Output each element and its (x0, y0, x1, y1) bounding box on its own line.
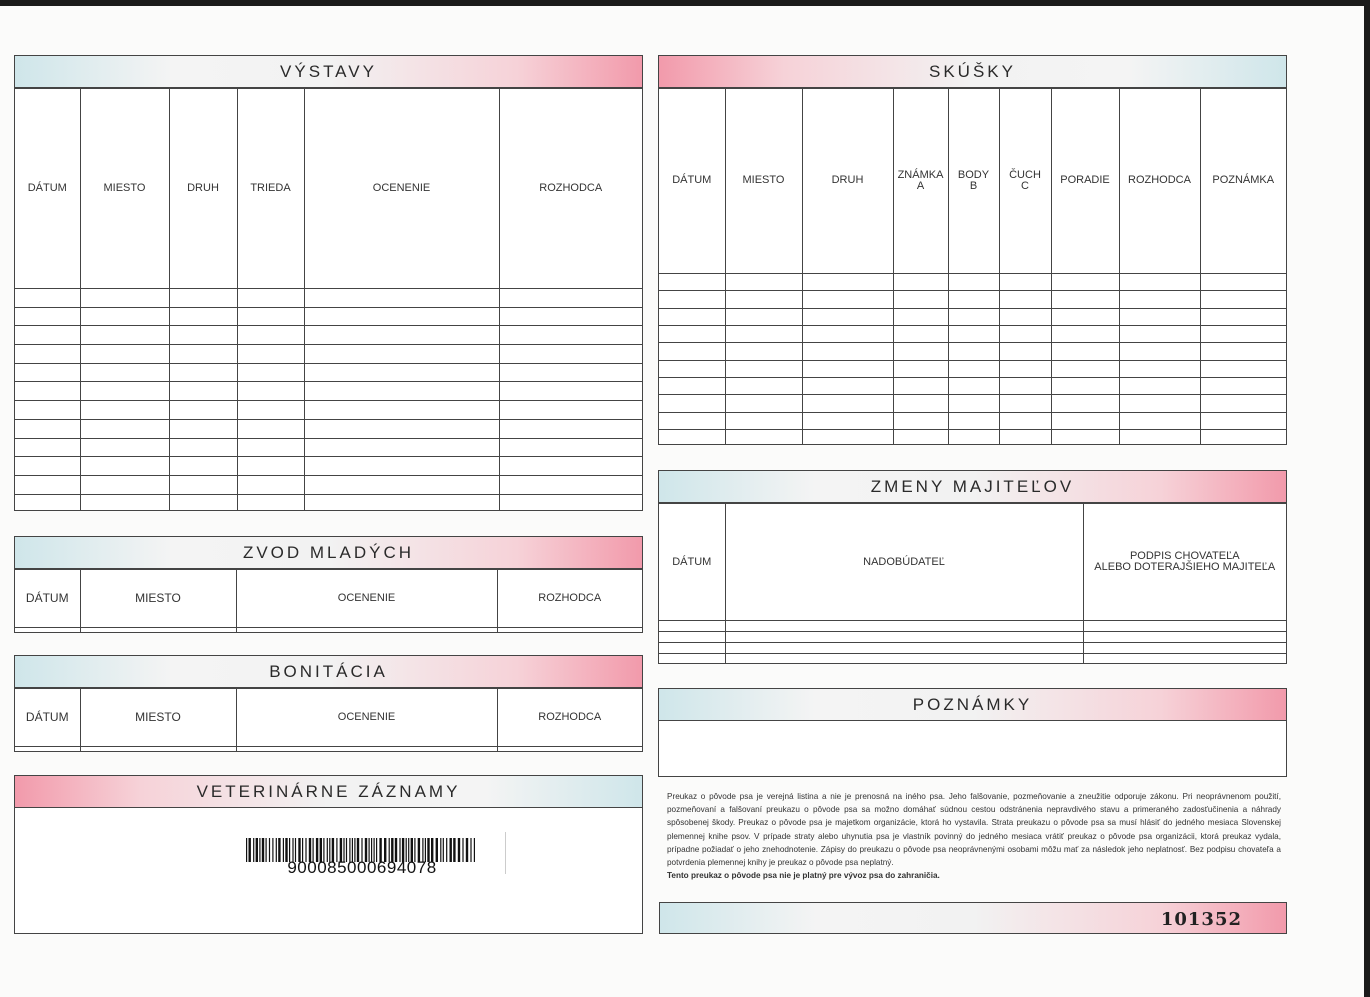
table-row (15, 457, 642, 476)
table-cell[interactable] (1051, 429, 1119, 444)
table-cell[interactable] (304, 401, 499, 420)
col-header: DÁTUM (659, 504, 725, 621)
section-vystavy (14, 55, 643, 511)
table-cell[interactable] (802, 273, 893, 290)
table-cell[interactable] (999, 273, 1051, 290)
table-cell[interactable] (948, 412, 999, 429)
table-cell[interactable] (497, 746, 642, 751)
table-cell[interactable] (236, 746, 497, 751)
table-cell[interactable] (1200, 343, 1286, 360)
table-cell[interactable] (15, 494, 80, 510)
table-cell[interactable] (237, 476, 304, 495)
table-row (15, 746, 642, 751)
table-cell[interactable] (725, 325, 802, 342)
table-row (659, 273, 1286, 290)
table-cell[interactable] (659, 654, 725, 663)
table-row (15, 627, 642, 632)
table-cell[interactable] (725, 273, 802, 290)
table-cell[interactable] (15, 326, 80, 345)
table-cell[interactable] (15, 344, 80, 363)
col-header: DRUH (802, 89, 893, 274)
table-cell[interactable] (659, 377, 725, 394)
col-header: ČUCH C (999, 89, 1051, 274)
col-header: ZNÁMKA A (893, 89, 948, 274)
table-cell[interactable] (1200, 273, 1286, 290)
table-cell[interactable] (237, 344, 304, 363)
serial-number: 101352 (1160, 909, 1242, 930)
section-title-poznamky: POZNÁMKY (659, 689, 1286, 721)
table-cell[interactable] (80, 382, 169, 401)
legal-text: Preukaz o pôvode psa je verejná listina a nie je prenosná na iného psa. Jeho falšovanie, pozmeňovanie a zneužitie odporuje zákonu. Pri neoprávnenom použití, pozmeňovaní a falšovaní preukazu o pôvode psa sa možno domáhať súdnou cestou odstránenia nepravdivého stavu a primeraného zadosťučinenia a náhrady spôsobenej škody. Preukaz o pôvode psa je majetkom organizácie, ktorá ho vystavila. Strata preukazu o pôvode psa sa musí hlásiť do jedného mesiaca Slovenskej plemennej knihe psov. V prípade straty alebo uhynutia psa je vlastník povinný do jedného mesiaca vrátiť preukaz o pôvode psa organizácii, ktorá preukaz vydala, prípadne požiadať o jeho znehodnotenie. Zápisy do preukazu o pôvode psa neoprávnenými osobami môžu mať za následok jeho neplatnosť. Bez podpisu chovateľa a potvrdenia plemennej knihy je preukaz o pôvode psa neplatný. (667, 792, 1281, 868)
table-cell[interactable] (948, 308, 999, 325)
table-cell[interactable] (304, 326, 499, 345)
table-cell[interactable] (948, 325, 999, 342)
table-cell[interactable] (948, 395, 999, 412)
section-bonitacia (14, 655, 643, 752)
table-cell[interactable] (15, 401, 80, 420)
table-cell[interactable] (304, 419, 499, 438)
table-cell[interactable] (1051, 412, 1119, 429)
table-cell[interactable] (15, 457, 80, 476)
table-cell[interactable] (80, 746, 236, 751)
col-header: BODY B (948, 89, 999, 274)
table-cell[interactable] (1119, 308, 1200, 325)
table-cell[interactable] (725, 643, 1083, 654)
table-cell[interactable] (1119, 291, 1200, 308)
table-row (15, 344, 642, 363)
table-cell[interactable] (1119, 325, 1200, 342)
table-cell[interactable] (948, 343, 999, 360)
col-header: TRIEDA (237, 89, 304, 289)
table-row (659, 429, 1286, 444)
table-cell[interactable] (725, 343, 802, 360)
table-cell[interactable] (802, 412, 893, 429)
table-cell[interactable] (1200, 429, 1286, 444)
table-cell[interactable] (999, 429, 1051, 444)
table-cell[interactable] (304, 438, 499, 457)
table-row (15, 326, 642, 345)
table-row (659, 377, 1286, 394)
table-cell[interactable] (659, 343, 725, 360)
table-cell[interactable] (169, 344, 237, 363)
table-row (659, 325, 1286, 342)
table-cell[interactable] (948, 360, 999, 377)
table-cell[interactable] (15, 746, 80, 751)
table-row (15, 438, 642, 457)
table-row (659, 308, 1286, 325)
table-cell[interactable] (659, 643, 725, 654)
table-bonitacia (15, 688, 642, 751)
table-cell[interactable] (15, 363, 80, 382)
table-vystavy (15, 88, 642, 510)
section-zmeny-majitelov (658, 470, 1287, 664)
table-cell[interactable] (948, 377, 999, 394)
table-row (659, 643, 1286, 654)
table-cell[interactable] (893, 343, 948, 360)
table-cell[interactable] (80, 288, 169, 307)
table-cell[interactable] (1200, 291, 1286, 308)
table-cell[interactable] (169, 363, 237, 382)
table-cell[interactable] (999, 360, 1051, 377)
table-cell[interactable] (499, 476, 642, 495)
section-title-veterinarne-zaznamy: VETERINÁRNE ZÁZNAMY (15, 776, 642, 808)
table-cell[interactable] (1083, 621, 1286, 632)
table-cell[interactable] (80, 401, 169, 420)
table-cell[interactable] (802, 343, 893, 360)
table-cell[interactable] (1051, 308, 1119, 325)
legal-bold-text: Tento preukaz o pôvode psa nie je platný pre vývoz psa do zahraničia. (667, 871, 940, 881)
col-header: DÁTUM (659, 89, 725, 274)
table-cell[interactable] (999, 412, 1051, 429)
table-cell[interactable] (893, 395, 948, 412)
section-title-skusky: SKÚŠKY (659, 56, 1286, 88)
section-title-vystavy: VÝSTAVY (15, 56, 642, 88)
table-cell[interactable] (169, 419, 237, 438)
table-cell[interactable] (999, 395, 1051, 412)
table-cell[interactable] (1119, 273, 1200, 290)
table-cell[interactable] (1119, 343, 1200, 360)
table-cell[interactable] (659, 395, 725, 412)
table-cell[interactable] (304, 288, 499, 307)
table-cell[interactable] (1119, 377, 1200, 394)
table-cell[interactable] (659, 308, 725, 325)
table-cell[interactable] (499, 419, 642, 438)
table-cell[interactable] (725, 429, 802, 444)
table-cell[interactable] (1051, 343, 1119, 360)
table-cell[interactable] (80, 419, 169, 438)
table-cell[interactable] (304, 457, 499, 476)
col-header: DÁTUM (15, 89, 80, 289)
table-cell[interactable] (304, 344, 499, 363)
col-header: ROZHODCA (499, 89, 642, 289)
table-cell[interactable] (15, 419, 80, 438)
table-cell[interactable] (237, 401, 304, 420)
section-skusky (658, 55, 1287, 445)
table-cell[interactable] (1083, 643, 1286, 654)
col-header: DÁTUM (15, 570, 80, 628)
table-row (15, 401, 642, 420)
section-zvod-mladych (14, 536, 643, 633)
scan-edge-top (0, 0, 1370, 6)
table-row (15, 307, 642, 326)
table-cell[interactable] (80, 344, 169, 363)
table-cell[interactable] (1051, 291, 1119, 308)
table-cell[interactable] (725, 621, 1083, 632)
table-zmeny-majitelov (659, 503, 1286, 663)
table-cell[interactable] (237, 494, 304, 510)
table-cell[interactable] (1200, 412, 1286, 429)
table-cell[interactable] (169, 457, 237, 476)
table-cell[interactable] (499, 382, 642, 401)
col-header: MIESTO (80, 570, 236, 628)
table-zvod-mladych (15, 569, 642, 632)
table-cell[interactable] (497, 627, 642, 632)
table-cell[interactable] (893, 308, 948, 325)
table-cell[interactable] (80, 363, 169, 382)
table-cell[interactable] (725, 412, 802, 429)
col-header: OCENENIE (236, 689, 497, 747)
table-cell[interactable] (499, 494, 642, 510)
table-cell[interactable] (169, 401, 237, 420)
col-header: MIESTO (80, 689, 236, 747)
table-row (659, 654, 1286, 663)
table-cell[interactable] (725, 377, 802, 394)
table-cell[interactable] (499, 307, 642, 326)
table-cell[interactable] (1051, 377, 1119, 394)
table-cell[interactable] (725, 654, 1083, 663)
col-header: PORADIE (1051, 89, 1119, 274)
table-row (659, 360, 1286, 377)
table-cell[interactable] (237, 382, 304, 401)
table-cell[interactable] (802, 308, 893, 325)
table-cell[interactable] (499, 438, 642, 457)
table-row (659, 621, 1286, 632)
table-cell[interactable] (15, 382, 80, 401)
table-cell[interactable] (304, 363, 499, 382)
table-cell[interactable] (1051, 325, 1119, 342)
table-cell[interactable] (237, 326, 304, 345)
table-cell[interactable] (169, 288, 237, 307)
table-cell[interactable] (1083, 632, 1286, 643)
table-cell[interactable] (1200, 308, 1286, 325)
table-cell[interactable] (499, 344, 642, 363)
table-cell[interactable] (237, 363, 304, 382)
scan-edge-right (1364, 0, 1370, 997)
table-cell[interactable] (80, 438, 169, 457)
table-cell[interactable] (659, 360, 725, 377)
table-cell[interactable] (659, 325, 725, 342)
table-cell[interactable] (1051, 273, 1119, 290)
table-cell[interactable] (659, 273, 725, 290)
table-cell[interactable] (948, 429, 999, 444)
table-cell[interactable] (893, 360, 948, 377)
barcode-number: 900085000694078 (287, 858, 437, 877)
col-header: POZNÁMKA (1200, 89, 1286, 274)
col-header: ROZHODCA (497, 570, 642, 628)
table-cell[interactable] (1200, 360, 1286, 377)
table-cell[interactable] (725, 308, 802, 325)
table-cell[interactable] (1200, 377, 1286, 394)
table-cell[interactable] (80, 627, 236, 632)
table-cell[interactable] (80, 326, 169, 345)
table-row (15, 419, 642, 438)
table-cell[interactable] (802, 395, 893, 412)
table-row (659, 291, 1286, 308)
table-cell[interactable] (169, 326, 237, 345)
table-cell[interactable] (725, 395, 802, 412)
legal-notice (667, 790, 1281, 882)
table-cell[interactable] (725, 632, 1083, 643)
table-cell[interactable] (1051, 395, 1119, 412)
section-title-zmeny-majitelov: ZMENY MAJITEĽOV (659, 471, 1286, 503)
col-header: MIESTO (725, 89, 802, 274)
table-cell[interactable] (999, 308, 1051, 325)
table-cell[interactable] (237, 438, 304, 457)
serial-bar (659, 902, 1287, 934)
table-cell[interactable] (80, 457, 169, 476)
table-cell[interactable] (948, 291, 999, 308)
col-header: MIESTO (80, 89, 169, 289)
table-cell[interactable] (169, 307, 237, 326)
table-cell[interactable] (1083, 654, 1286, 663)
table-cell[interactable] (499, 288, 642, 307)
table-cell[interactable] (237, 419, 304, 438)
table-cell[interactable] (999, 291, 1051, 308)
table-cell[interactable] (304, 307, 499, 326)
table-cell[interactable] (948, 273, 999, 290)
table-row (15, 476, 642, 495)
table-skusky (659, 88, 1286, 444)
col-header: PODPIS CHOVATEĽA ALEBO DOTERAJŠIEHO MAJITEĽA (1083, 504, 1286, 621)
table-cell[interactable] (499, 457, 642, 476)
table-row (659, 632, 1286, 643)
table-cell[interactable] (893, 325, 948, 342)
table-cell[interactable] (1119, 412, 1200, 429)
table-cell[interactable] (1200, 325, 1286, 342)
table-cell[interactable] (237, 288, 304, 307)
table-cell[interactable] (15, 627, 80, 632)
table-cell[interactable] (499, 326, 642, 345)
table-cell[interactable] (15, 476, 80, 495)
table-cell[interactable] (659, 632, 725, 643)
table-cell[interactable] (999, 377, 1051, 394)
table-cell[interactable] (1119, 395, 1200, 412)
table-row (15, 288, 642, 307)
table-cell[interactable] (999, 325, 1051, 342)
table-cell[interactable] (802, 360, 893, 377)
table-cell[interactable] (802, 291, 893, 308)
table-cell[interactable] (80, 476, 169, 495)
table-row (15, 494, 642, 510)
table-cell[interactable] (304, 494, 499, 510)
table-cell[interactable] (304, 476, 499, 495)
section-poznamky (658, 688, 1287, 777)
table-cell[interactable] (169, 476, 237, 495)
table-cell[interactable] (169, 382, 237, 401)
table-cell[interactable] (499, 401, 642, 420)
table-cell[interactable] (237, 307, 304, 326)
table-cell[interactable] (659, 291, 725, 308)
table-cell[interactable] (802, 377, 893, 394)
table-cell[interactable] (725, 291, 802, 308)
table-cell[interactable] (15, 288, 80, 307)
table-cell[interactable] (304, 382, 499, 401)
col-header: ROZHODCA (497, 689, 642, 747)
table-cell[interactable] (1051, 360, 1119, 377)
table-cell[interactable] (80, 307, 169, 326)
table-cell[interactable] (1119, 429, 1200, 444)
table-cell[interactable] (169, 438, 237, 457)
divider-line (505, 832, 506, 874)
table-cell[interactable] (893, 377, 948, 394)
table-cell[interactable] (169, 494, 237, 510)
table-cell[interactable] (236, 627, 497, 632)
table-row (659, 412, 1286, 429)
table-cell[interactable] (15, 307, 80, 326)
table-cell[interactable] (893, 291, 948, 308)
table-cell[interactable] (659, 621, 725, 632)
table-cell[interactable] (893, 412, 948, 429)
table-cell[interactable] (802, 429, 893, 444)
section-title-bonitacia: BONITÁCIA (15, 656, 642, 688)
table-cell[interactable] (1119, 360, 1200, 377)
table-cell[interactable] (80, 494, 169, 510)
col-header: OCENENIE (236, 570, 497, 628)
table-row (15, 363, 642, 382)
table-cell[interactable] (893, 429, 948, 444)
table-cell[interactable] (659, 429, 725, 444)
table-cell[interactable] (659, 412, 725, 429)
col-header: OCENENIE (304, 89, 499, 289)
table-cell[interactable] (802, 325, 893, 342)
table-cell[interactable] (1200, 395, 1286, 412)
table-row (659, 395, 1286, 412)
table-cell[interactable] (999, 343, 1051, 360)
table-cell[interactable] (237, 457, 304, 476)
table-row (15, 382, 642, 401)
col-header: DÁTUM (15, 689, 80, 747)
table-row (659, 343, 1286, 360)
table-cell[interactable] (15, 438, 80, 457)
col-header: ROZHODCA (1119, 89, 1200, 274)
table-cell[interactable] (893, 273, 948, 290)
table-cell[interactable] (725, 360, 802, 377)
table-cell[interactable] (499, 363, 642, 382)
col-header: DRUH (169, 89, 237, 289)
col-header: NADOBÚDATEĽ (725, 504, 1083, 621)
section-title-zvod-mladych: ZVOD MLADÝCH (15, 537, 642, 569)
